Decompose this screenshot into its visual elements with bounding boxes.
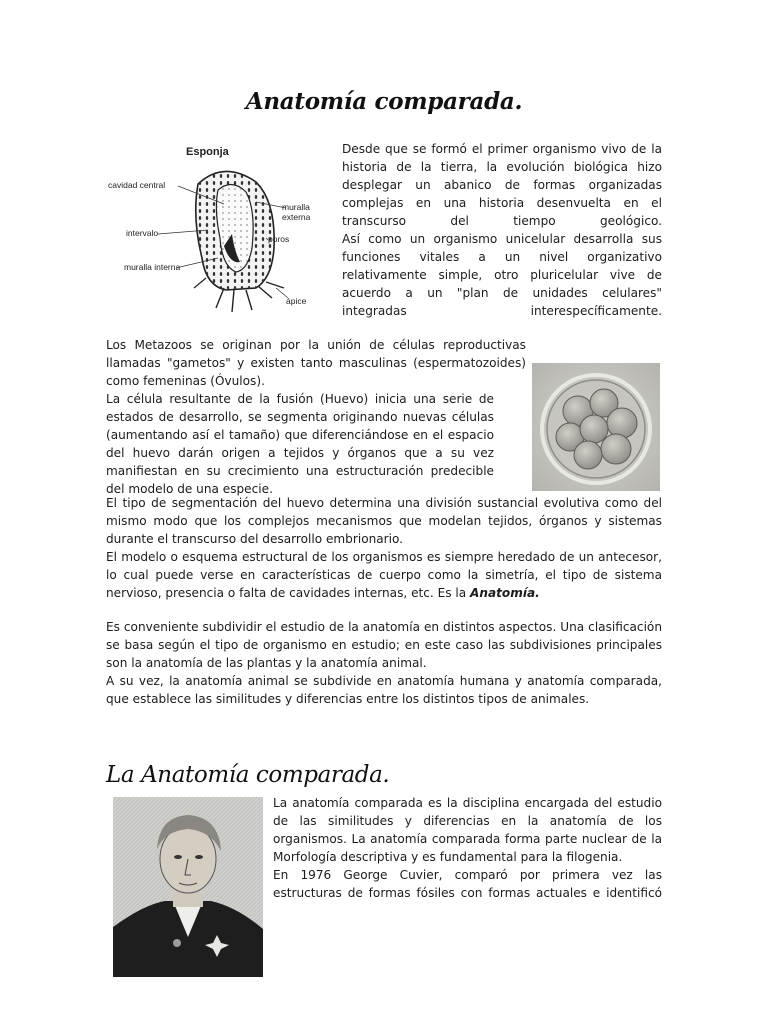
section2-paragraph-2: En 1976 George Cuvier, comparó por primera vez las estructuras de formas fósiles con formas actuales e identificó — [273, 868, 662, 900]
section2-text — [273, 794, 662, 902]
section2-paragraph-1: La anatomía comparada es la disciplina encargada del estudio de las similitudes y diferencias en la anatomía de los organismos. La anatomía comparada forma parte nuclear de la Morfología descriptiva y es fundamental para la filogenia. — [273, 796, 662, 864]
intro-paragraph: Así como un organismo unicelular desarrolla sus funciones vitales a un nivel organizativo relativamente simple, otro pluricelular vive de acuerdo a un "plan de unidades celulares" integradas interespecíficamente. — [342, 232, 662, 318]
cuvier-portrait — [113, 797, 263, 977]
subdivision-paragraph-1: Es conveniente subdividir el estudio de la anatomía en distintos aspectos. Una clasificación se basa según el tipo de organismo en estudio; en este caso las subdivisiones principales son la anatomía de las plantas y la anatomía animal. — [106, 620, 662, 670]
portrait-engraving — [113, 797, 263, 977]
intro-paragraph: Desde que se formó el primer organismo vivo de la historia de la tierra, la evolución biológica hizo desplegar un abanico de formas organizadas complejas en una historia desenvuelta en el transcurso del tiempo geológico. — [342, 142, 662, 228]
page-title: Anatomía comparada. — [245, 88, 523, 115]
metazoa-paragraph-4-text: El modelo o esquema estructural de los organismos es siempre heredado de un antecesor, lo cual puede verse en características de cuerpo como la simetría, el tipo de sistema nervioso, presencia o falta de cavidades internas, etc. Es la — [106, 550, 662, 600]
metazoa-p3-p4 — [106, 494, 662, 602]
section-heading: La Anatomía comparada. — [106, 762, 390, 788]
label-outer-wall: muralla externa — [282, 202, 311, 222]
anatomia-emphasis: Anatomía. — [470, 586, 540, 600]
metazoa-paragraph-1: Los Metazoos se originan por la unión de células reproductivas llamadas "gametos" y existen tanto masculinas (espermatozoides) como femeninas (Óvulos). — [106, 338, 526, 388]
label-inner-wall: muralla interna — [124, 262, 181, 272]
diagram-title: Esponja — [186, 146, 229, 158]
metazoa-p1 — [106, 336, 662, 390]
label-interval: intervalo — [126, 228, 159, 238]
subdivision-text — [106, 618, 662, 708]
subdivision-paragraph-2: A su vez, la anatomía animal se subdivide en anatomía humana y anatomía comparada, que establece las similitudes y diferencias entre los distintos tipos de animales. — [106, 674, 662, 706]
metazoa-paragraph-2: La célula resultante de la fusión (Huevo) inicia una serie de estados de desarrollo, se segmenta originando nuevas células (aumentando así el tamaño) que diferenciándose en el espacio del huevo darán origen a tejidos y órganos que a su vez manifiestan en su crecimiento una estructuración predecible del modelo de una especie. — [106, 392, 494, 496]
label-central-cavity: cavidad central — [108, 180, 166, 190]
label-pores: poros — [268, 234, 290, 244]
metazoa-paragraph-4 — [106, 548, 662, 602]
intro-text — [342, 140, 662, 320]
metazoa-paragraph-3: El tipo de segmentación del huevo determina una división sustancial evolutiva como del mismo modo que los complejos mecanismos que modelan tejidos, órganos y sistemas durante el transcurso del desarrollo embrionario. — [106, 496, 662, 546]
sponge-diagram — [106, 138, 336, 320]
metazoa-p2 — [106, 390, 494, 498]
label-apex: ápice — [286, 296, 307, 306]
